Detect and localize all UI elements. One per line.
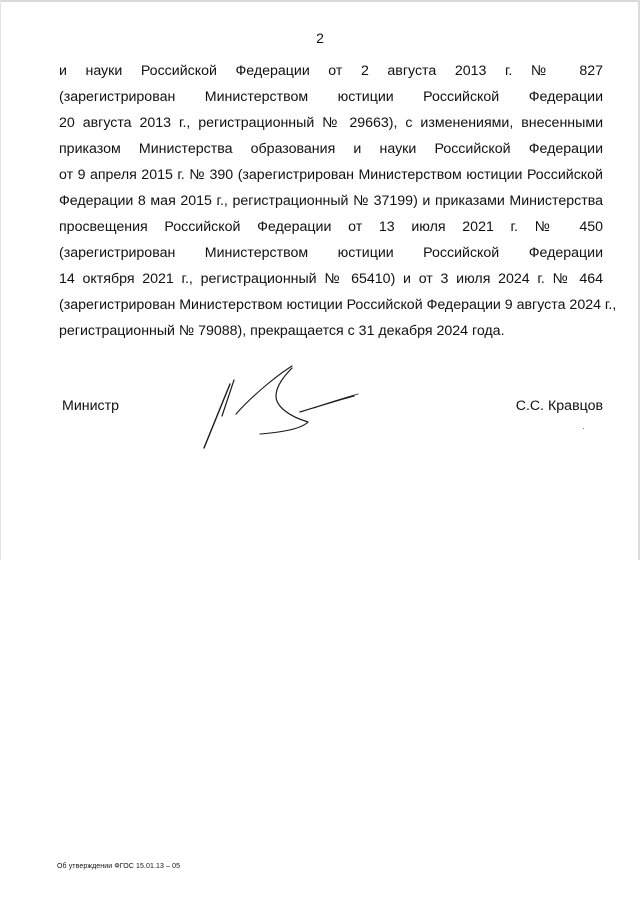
handwritten-signature <box>196 362 366 454</box>
paragraph-line: 20 августа 2013 г., регистрационный № 29663), с изменениями, внесенными <box>59 115 603 131</box>
signature-stroke <box>314 394 358 408</box>
paragraph-line-last: регистрационный № 79088), прекращается с 31 декабря 2024 года. <box>59 323 505 339</box>
scan-speck <box>583 428 584 429</box>
page-number: 2 <box>316 30 324 46</box>
signature-stroke <box>260 422 308 434</box>
paragraph-line: (зарегистрирован Министерством юстиции Российской Федерации <box>59 245 603 261</box>
scan-left-edge <box>0 0 1 560</box>
signature-stroke <box>300 396 354 412</box>
paragraph-line: от 9 апреля 2015 г. № 390 (зарегистрирован Министерством юстиции Российской <box>59 167 603 183</box>
paragraph-line: Федерации 8 мая 2015 г., регистрационный № 37199) и приказами Министерства <box>59 193 603 209</box>
signer-name: С.С. Кравцов <box>515 398 603 414</box>
paragraph-line: (зарегистрирован Министерством юстиции Российской Федерации <box>59 89 603 105</box>
signer-position: Министр <box>62 398 119 414</box>
paragraph-line: приказом Министерства образования и науки Российской Федерации <box>59 141 603 157</box>
signature-stroke <box>236 366 292 414</box>
footer-note: Об утверждении ФГОС 15.01.13 – 05 <box>57 863 181 870</box>
signature-stroke <box>276 368 308 422</box>
scan-top-edge <box>0 0 640 2</box>
paragraph-line: и науки Российской Федерации от 2 августа 2013 г. № 827 <box>59 63 603 79</box>
signature-stroke <box>204 384 230 448</box>
order-paragraph <box>59 58 617 344</box>
paragraph-line: 14 октября 2021 г., регистрационный № 65410) и от 3 июля 2024 г. № 464 <box>59 271 603 287</box>
paragraph-line: (зарегистрирован Министерством юстиции Российской Федерации 9 августа 2024 г., <box>59 297 617 313</box>
paragraph-line: просвещения Российской Федерации от 13 июля 2021 г. № 450 <box>59 219 603 235</box>
